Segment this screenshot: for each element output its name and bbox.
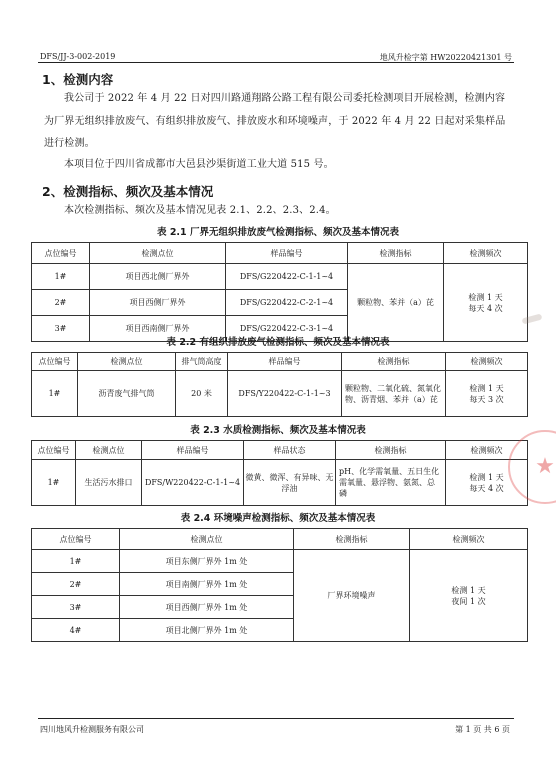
col-header: 样品编号 xyxy=(142,441,244,460)
sample-id: DFS/Y220422-C-1-1~3 xyxy=(228,371,342,417)
table-row xyxy=(32,460,528,506)
section1-paragraph: 我公司于 2022 年 4 月 22 日对四川路通翔路公路工程有限公司委托检测项目开展检测，检测内容为厂界无组织排放废气、有组织排放废气、排放废水和环境噪声，于 2022 年 4 月 22 日起对采集样品进行检测。 xyxy=(44,93,506,150)
indicator-cell: pH、化学需氧量、五日生化需氧量、悬浮物、氨氮、总磷 xyxy=(336,460,446,506)
col-header: 样品状态 xyxy=(244,441,336,460)
col-header: 点位编号 xyxy=(32,529,120,550)
frequency-days: 检测 1 天 xyxy=(451,585,486,595)
indicator-cell: 厂界环境噪声 xyxy=(294,550,410,642)
sample-id: DFS/G220422-C-2-1~4 xyxy=(226,290,348,316)
col-header: 点位编号 xyxy=(32,353,78,371)
point-id: 4# xyxy=(32,619,120,642)
table21-caption: 表 2.1 厂界无组织排放废气检测指标、频次及基本情况表 xyxy=(157,227,399,238)
section2-heading: 2、检测指标、频次及基本情况 xyxy=(42,184,214,199)
point-location: 项目西侧厂界外 1m 处 xyxy=(120,596,294,619)
table23-header-row xyxy=(32,441,528,460)
frequency-times: 每天 4 次 xyxy=(469,483,504,493)
col-header: 检测点位 xyxy=(90,243,226,264)
point-location: 项目南侧厂界外 1m 处 xyxy=(120,573,294,596)
sample-state: 微黄、微浑、有异味、无浮油 xyxy=(244,460,336,506)
point-location: 沥青废气排气筒 xyxy=(78,371,176,417)
col-header: 点位编号 xyxy=(32,441,76,460)
col-header: 检测指标 xyxy=(336,441,446,460)
point-location: 项目西北侧厂界外 xyxy=(90,264,226,290)
page-number: 第 1 页 共 6 页 xyxy=(455,725,510,734)
table21 xyxy=(31,242,528,342)
footer-divider xyxy=(38,718,514,719)
col-header: 检测指标 xyxy=(294,529,410,550)
point-id: 1# xyxy=(32,264,90,290)
point-location: 项目东侧厂界外 1m 处 xyxy=(120,550,294,573)
point-location: 项目北侧厂界外 1m 处 xyxy=(120,619,294,642)
indicator-cell: 颗粒物、苯并（a）芘 xyxy=(348,264,444,342)
frequency-cell xyxy=(446,371,528,417)
sample-id: DFS/G220422-C-1-1~4 xyxy=(226,264,348,290)
frequency-days: 检测 1 天 xyxy=(469,383,504,393)
frequency-days: 检测 1 天 xyxy=(468,292,503,302)
table24-caption: 表 2.4 环境噪声检测指标、频次及基本情况表 xyxy=(180,513,376,524)
sample-id: DFS/W220422-C-1-1~4 xyxy=(142,460,244,506)
footer-company: 四川地风升检测服务有限公司 xyxy=(40,725,144,734)
point-location: 生活污水排口 xyxy=(76,460,142,506)
frequency-times: 每天 4 次 xyxy=(468,303,503,313)
point-location: 项目西南侧厂界外 xyxy=(90,316,226,342)
frequency-days: 检测 1 天 xyxy=(469,472,504,482)
header-divider xyxy=(38,62,514,63)
point-id: 2# xyxy=(32,573,120,596)
col-header: 检测点位 xyxy=(76,441,142,460)
table23 xyxy=(31,440,528,506)
table-row xyxy=(32,264,528,290)
col-header: 检测点位 xyxy=(120,529,294,550)
col-header: 检测指标 xyxy=(342,353,446,371)
point-id: 3# xyxy=(32,596,120,619)
col-header: 检测频次 xyxy=(410,529,528,550)
point-id: 1# xyxy=(32,460,76,506)
col-header: 排气筒高度 xyxy=(176,353,228,371)
project-location: 本项目位于四川省成都市大邑县沙渠街道工业大道 515 号。 xyxy=(64,159,334,170)
col-header: 检测频次 xyxy=(444,243,528,264)
col-header: 检测点位 xyxy=(78,353,176,371)
col-header: 检测指标 xyxy=(348,243,444,264)
table22-header-row xyxy=(32,353,528,371)
seal-stamp: ★ xyxy=(508,430,556,504)
table22 xyxy=(31,352,528,417)
point-id: 1# xyxy=(32,550,120,573)
table-row xyxy=(32,550,528,573)
col-header: 检测频次 xyxy=(446,353,528,371)
table24 xyxy=(31,528,528,642)
col-header: 样品编号 xyxy=(226,243,348,264)
col-header: 点位编号 xyxy=(32,243,90,264)
table24-header-row xyxy=(32,529,528,550)
section1-heading: 1、检测内容 xyxy=(42,72,114,87)
table23-caption: 表 2.3 水质检测指标、频次及基本情况表 xyxy=(190,425,366,436)
section2-intro: 本次检测指标、频次及基本情况见表 2.1、2.2、2.3、2.4。 xyxy=(64,205,336,216)
col-header: 检测频次 xyxy=(446,441,528,460)
table21-header-row xyxy=(32,243,528,264)
table22-caption: 表 2.2 有组织排放废气检测指标、频次及基本情况表 xyxy=(166,337,390,348)
stack-height: 20 米 xyxy=(176,371,228,417)
col-header: 样品编号 xyxy=(228,353,342,371)
frequency-cell xyxy=(444,264,528,342)
report-number: 地风升检字第 HW20220421301 号 xyxy=(379,53,512,62)
frequency-times: 每天 3 次 xyxy=(469,394,504,404)
point-id: 3# xyxy=(32,316,90,342)
indicator-cell: 颗粒物、二氧化硫、氮氧化物、沥青烟、苯并（a）芘 xyxy=(342,371,446,417)
frequency-times: 夜间 1 次 xyxy=(451,596,486,606)
point-id: 1# xyxy=(32,371,78,417)
point-id: 2# xyxy=(32,290,90,316)
table-row xyxy=(32,371,528,417)
frequency-cell xyxy=(410,550,528,642)
point-location: 项目西侧厂界外 xyxy=(90,290,226,316)
sample-id: DFS/G220422-C-3-1~4 xyxy=(226,316,348,342)
doc-code: DFS/JJ-3-002-2019 xyxy=(40,52,116,61)
